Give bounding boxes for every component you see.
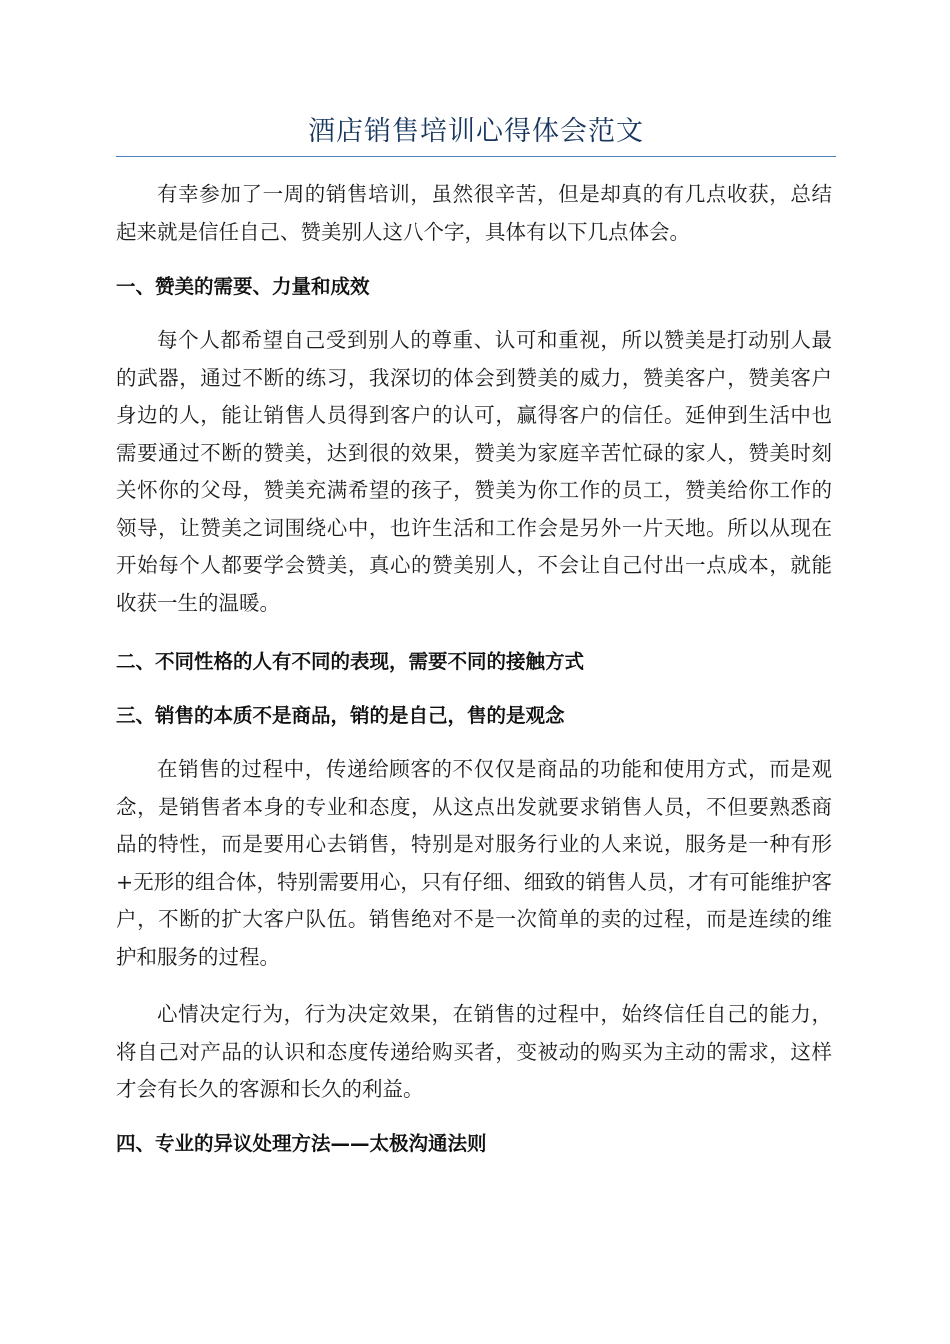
section-3-paragraph-2: 心情决定行为，行为决定效果，在销售的过程中，始终信任自己的能力，将自己对产品的认识和态度传递给购买者，变被动的购买为主动的需求，这样才会有长久的客源和长久的利益。 <box>116 1002 832 1101</box>
section-3-paragraph-1: 在销售的过程中，传递给顾客的不仅仅是商品的功能和使用方式，而是观念，是销售者本身的专业和态度，从这点出发就要求销售人员，不但要熟悉商品的特性，而是要用心去销售，特别是对服务行业的人来说，服务是一种有形+无形的组合体，特别需要用心，只有仔细、细致的销售人员，才有可能维护客户，不断的扩大客户队伍。销售绝对不是一次简单的卖的过程，而是连续的维护和服务的过程。 <box>116 757 832 969</box>
section-4-heading: 四、专业的异议处理方法——太极沟通法则 <box>116 1132 487 1155</box>
section-2-heading: 二、不同性格的人有不同的表现，需要不同的接触方式 <box>116 650 585 673</box>
document-title: 酒店销售培训心得体会范文 <box>308 116 644 147</box>
section-1-heading: 一、赞美的需要、力量和成效 <box>116 275 370 298</box>
section-1-paragraph: 每个人都希望自己受到别人的尊重、认可和重视，所以赞美是打动别人最的武器，通过不断的练习，我深切的体会到赞美的威力，赞美客户，赞美客户身边的人，能让销售人员得到客户的认可，赢得客户的信任。延伸到生活中也需要通过不断的赞美，达到很的效果，赞美为家庭辛苦忙碌的家人，赞美时刻关怀你的父母，赞美充满希望的孩子，赞美为你工作的员工，赞美给你工作的领导，让赞美之词围绕心中，也许生活和工作会是另外一片天地。所以从现在开始每个人都要学会赞美，真心的赞美别人，不会让自己付出一点成本，就能收获一生的温暖。 <box>116 328 832 615</box>
intro-paragraph: 有幸参加了一周的销售培训，虽然很辛苦，但是却真的有几点收获，总结起来就是信任自己、赞美别人这八个字，具体有以下几点体会。 <box>116 182 832 244</box>
title-block <box>116 112 836 157</box>
section-3-heading: 三、销售的本质不是商品，销的是自己，售的是观念 <box>116 704 565 727</box>
